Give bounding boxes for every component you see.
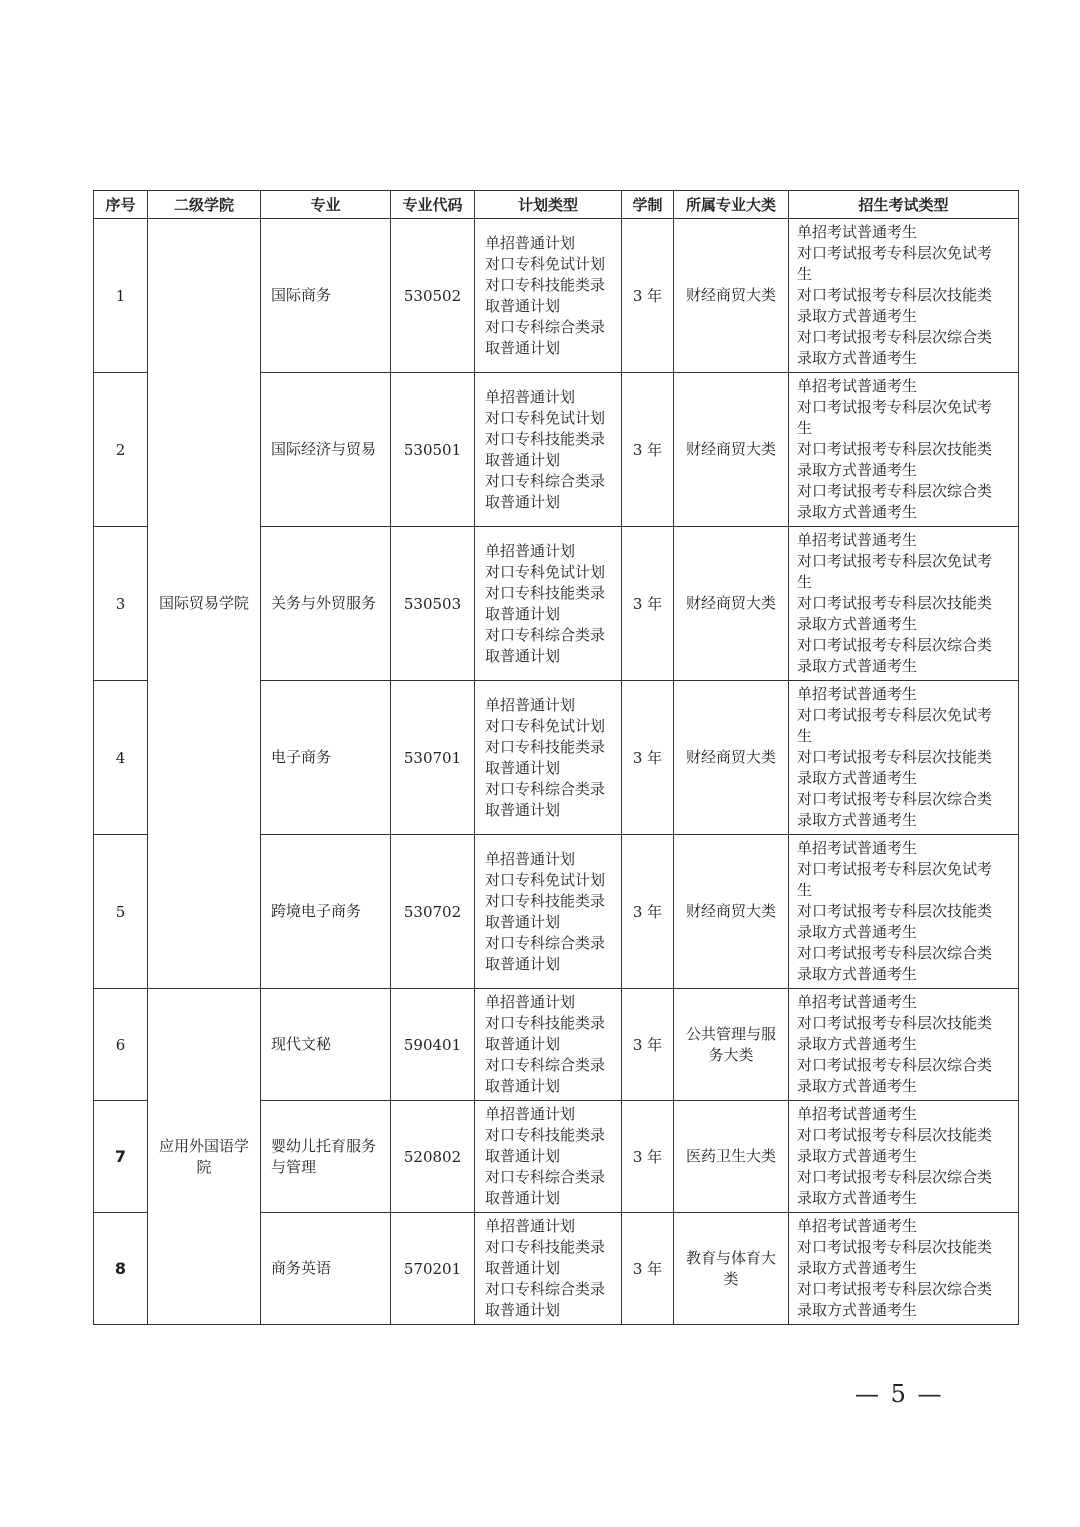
plan-type-line: 取普通计划: [485, 296, 561, 315]
exam-type-line: 对口考试报考专科层次综合类: [797, 328, 993, 346]
plan-type-line: 单招普通计划: [485, 849, 576, 868]
plan-type-line: 对口专科综合类录: [485, 933, 606, 952]
exam-type-cell: [789, 835, 1019, 989]
category-cell: [674, 219, 789, 373]
exam-type-cell: [789, 1101, 1019, 1213]
header-years: 学制: [622, 191, 674, 219]
plan-type-line: 单招普通计划: [485, 541, 576, 560]
exam-type-line: 对口考试报考专科层次免试考: [797, 860, 993, 878]
plan-type-cell: [475, 1101, 622, 1213]
exam-type-line: 单招考试普通考生: [797, 993, 918, 1011]
plan-type-line: 单招普通计划: [485, 993, 576, 1011]
enrollment-table: [93, 190, 1019, 1325]
major-cell: [261, 1101, 391, 1213]
exam-type-line: 录取方式普通考生: [797, 923, 918, 941]
plan-type-line: 取普通计划: [485, 954, 561, 973]
years-cell: 3 年: [622, 219, 674, 373]
major-name: 商务英语: [271, 1259, 332, 1277]
exam-type-line: 单招考试普通考生: [797, 839, 918, 857]
exam-type-line: 单招考试普通考生: [797, 1105, 918, 1123]
plan-type-line: 取普通计划: [485, 1147, 561, 1165]
plan-type-cell: [475, 835, 622, 989]
header-seq: 序号: [94, 191, 148, 219]
header-plan-type: 计划类型: [475, 191, 622, 219]
plan-type-line: 取普通计划: [485, 1259, 561, 1277]
years-cell: 3 年: [622, 989, 674, 1101]
years-cell: 3 年: [622, 527, 674, 681]
plan-type-line: 对口专科免试计划: [485, 408, 606, 427]
plan-type-line: 对口专科技能类录: [485, 429, 606, 448]
plan-type-line: 对口专科技能类录: [485, 1014, 606, 1032]
exam-type-line: 对口考试报考专科层次综合类: [797, 790, 993, 808]
category-name: 公共管理与服务大类: [685, 1024, 776, 1064]
code-cell: 530503: [391, 527, 475, 681]
major-name: 国际经济与贸易: [271, 440, 377, 458]
exam-type-line: 对口考试报考专科层次综合类: [797, 944, 993, 962]
category-name: 教育与体育大类: [685, 1248, 776, 1288]
plan-type-line: 取普通计划: [485, 492, 561, 511]
plan-type-line: 对口专科综合类录: [485, 779, 606, 798]
exam-type-line: 单招考试普通考生: [797, 377, 918, 395]
exam-type-cell: [789, 527, 1019, 681]
seq-cell: 8: [94, 1213, 148, 1325]
plan-type-line: 取普通计划: [485, 450, 561, 469]
major-name: 跨境电子商务: [271, 902, 362, 920]
exam-type-line: 录取方式普通考生: [797, 615, 918, 633]
exam-type-line: 录取方式普通考生: [797, 1077, 918, 1095]
exam-type-cell: [789, 219, 1019, 373]
exam-type-line: 生: [797, 265, 813, 283]
years-cell: 3 年: [622, 1213, 674, 1325]
exam-type-line: 生: [797, 881, 813, 899]
exam-type-line: 生: [797, 419, 813, 437]
college-name: 国际贸易学院: [158, 594, 249, 612]
plan-type-cell: [475, 1213, 622, 1325]
table-body: [94, 219, 1019, 1325]
seq-cell: 3: [94, 527, 148, 681]
exam-type-line: 单招考试普通考生: [797, 685, 918, 703]
plan-type-line: 取普通计划: [485, 800, 561, 819]
college-cell: [148, 989, 261, 1325]
years-cell: 3 年: [622, 835, 674, 989]
code-cell: 530501: [391, 373, 475, 527]
plan-type-line: 单招普通计划: [485, 695, 576, 714]
header-major: 专业: [261, 191, 391, 219]
exam-type-cell: [789, 1213, 1019, 1325]
major-name: 婴幼儿托育服务与管理: [271, 1136, 377, 1176]
plan-type-line: 对口专科技能类录: [485, 1238, 606, 1256]
code-cell: 530702: [391, 835, 475, 989]
exam-type-line: 录取方式普通考生: [797, 1189, 918, 1207]
exam-type-line: 录取方式普通考生: [797, 503, 918, 521]
plan-type-cell: [475, 373, 622, 527]
exam-type-cell: [789, 373, 1019, 527]
major-name: 电子商务: [271, 748, 332, 766]
exam-type-line: 对口考试报考专科层次综合类: [797, 636, 993, 654]
code-cell: 570201: [391, 1213, 475, 1325]
plan-type-cell: [475, 527, 622, 681]
code-cell: 590401: [391, 989, 475, 1101]
plan-type-line: 单招普通计划: [485, 387, 576, 406]
code-cell: 530701: [391, 681, 475, 835]
exam-type-line: 对口考试报考专科层次免试考: [797, 706, 993, 724]
code-cell: 530502: [391, 219, 475, 373]
exam-type-line: 对口考试报考专科层次免试考: [797, 244, 993, 262]
major-name: 现代文秘: [271, 1035, 332, 1053]
plan-type-line: 对口专科综合类录: [485, 471, 606, 490]
plan-type-line: 取普通计划: [485, 1077, 561, 1095]
plan-type-line: 对口专科综合类录: [485, 625, 606, 644]
category-name: 财经商贸大类: [685, 286, 776, 304]
major-cell: [261, 681, 391, 835]
major-name: 关务与外贸服务: [271, 594, 377, 612]
exam-type-line: 录取方式普通考生: [797, 769, 918, 787]
exam-type-line: 对口考试报考专科层次技能类: [797, 1014, 993, 1032]
seq-cell: 5: [94, 835, 148, 989]
plan-type-line: 对口专科技能类录: [485, 737, 606, 756]
plan-type-cell: [475, 989, 622, 1101]
table-row: [94, 989, 1019, 1101]
major-cell: [261, 835, 391, 989]
category-name: 财经商贸大类: [685, 748, 776, 766]
major-cell: [261, 527, 391, 681]
college-cell: [148, 219, 261, 989]
major-cell: [261, 219, 391, 373]
category-cell: [674, 373, 789, 527]
plan-type-line: 取普通计划: [485, 758, 561, 777]
header-code: 专业代码: [391, 191, 475, 219]
years-cell: 3 年: [622, 1101, 674, 1213]
exam-type-line: 录取方式普通考生: [797, 307, 918, 325]
exam-type-line: 对口考试报考专科层次技能类: [797, 902, 993, 920]
category-name: 财经商贸大类: [685, 594, 776, 612]
plan-type-line: 对口专科免试计划: [485, 562, 606, 581]
exam-type-line: 录取方式普通考生: [797, 1147, 918, 1165]
header-college: 二级学院: [148, 191, 261, 219]
plan-type-line: 取普通计划: [485, 646, 561, 665]
header-exam-type: 招生考试类型: [789, 191, 1019, 219]
category-cell: [674, 1101, 789, 1213]
exam-type-line: 录取方式普通考生: [797, 349, 918, 367]
category-cell: [674, 1213, 789, 1325]
seq-cell: 2: [94, 373, 148, 527]
plan-type-line: 对口专科免试计划: [485, 716, 606, 735]
category-name: 医药卫生大类: [685, 1147, 776, 1165]
major-cell: [261, 373, 391, 527]
exam-type-line: 对口考试报考专科层次综合类: [797, 1168, 993, 1186]
years-cell: 3 年: [622, 373, 674, 527]
exam-type-line: 对口考试报考专科层次技能类: [797, 286, 993, 304]
plan-type-line: 对口专科免试计划: [485, 254, 606, 273]
plan-type-line: 对口专科技能类录: [485, 891, 606, 910]
plan-type-line: 取普通计划: [485, 1189, 561, 1207]
category-cell: [674, 835, 789, 989]
exam-type-cell: [789, 681, 1019, 835]
plan-type-line: 取普通计划: [485, 912, 561, 931]
plan-type-line: 取普通计划: [485, 1035, 561, 1053]
exam-type-cell: [789, 989, 1019, 1101]
exam-type-line: 生: [797, 573, 813, 591]
plan-type-line: 单招普通计划: [485, 1105, 576, 1123]
plan-type-line: 对口专科综合类录: [485, 1056, 606, 1074]
seq-cell: 6: [94, 989, 148, 1101]
category-cell: [674, 989, 789, 1101]
major-name: 国际商务: [271, 286, 332, 304]
plan-type-line: 对口专科技能类录: [485, 1126, 606, 1144]
major-cell: [261, 989, 391, 1101]
exam-type-line: 对口考试报考专科层次技能类: [797, 1126, 993, 1144]
plan-type-line: 对口专科综合类录: [485, 1280, 606, 1298]
category-cell: [674, 681, 789, 835]
college-name: 应用外国语学院: [158, 1136, 249, 1176]
plan-type-line: 对口专科技能类录: [485, 275, 606, 294]
header-category: 所属专业大类: [674, 191, 789, 219]
header-row: [94, 191, 1019, 219]
exam-type-line: 录取方式普通考生: [797, 657, 918, 675]
exam-type-line: 对口考试报考专科层次综合类: [797, 1280, 993, 1298]
seq-cell: 1: [94, 219, 148, 373]
exam-type-line: 对口考试报考专科层次免试考: [797, 398, 993, 416]
exam-type-line: 对口考试报考专科层次综合类: [797, 1056, 993, 1074]
plan-type-line: 单招普通计划: [485, 233, 576, 252]
plan-type-line: 取普通计划: [485, 604, 561, 623]
exam-type-line: 单招考试普通考生: [797, 1217, 918, 1235]
seq-cell: 7: [94, 1101, 148, 1213]
exam-type-line: 对口考试报考专科层次技能类: [797, 594, 993, 612]
exam-type-line: 录取方式普通考生: [797, 1259, 918, 1277]
seq-cell: 4: [94, 681, 148, 835]
years-cell: 3 年: [622, 681, 674, 835]
exam-type-line: 录取方式普通考生: [797, 965, 918, 983]
exam-type-line: 对口考试报考专科层次综合类: [797, 482, 993, 500]
plan-type-line: 对口专科技能类录: [485, 583, 606, 602]
major-cell: [261, 1213, 391, 1325]
exam-type-line: 单招考试普通考生: [797, 531, 918, 549]
exam-type-line: 录取方式普通考生: [797, 811, 918, 829]
category-name: 财经商贸大类: [685, 440, 776, 458]
page-number: — 5 —: [855, 1380, 944, 1408]
table-row: [94, 219, 1019, 373]
plan-type-cell: [475, 681, 622, 835]
exam-type-line: 录取方式普通考生: [797, 1035, 918, 1053]
exam-type-line: 录取方式普通考生: [797, 461, 918, 479]
plan-type-line: 取普通计划: [485, 1301, 561, 1319]
plan-type-cell: [475, 219, 622, 373]
plan-type-line: 取普通计划: [485, 338, 561, 357]
plan-type-line: 对口专科综合类录: [485, 1168, 606, 1186]
plan-type-line: 对口专科综合类录: [485, 317, 606, 336]
category-name: 财经商贸大类: [685, 902, 776, 920]
exam-type-line: 单招考试普通考生: [797, 223, 918, 241]
plan-type-line: 单招普通计划: [485, 1217, 576, 1235]
exam-type-line: 对口考试报考专科层次技能类: [797, 440, 993, 458]
exam-type-line: 录取方式普通考生: [797, 1301, 918, 1319]
code-cell: 520802: [391, 1101, 475, 1213]
exam-type-line: 生: [797, 727, 813, 745]
exam-type-line: 对口考试报考专科层次技能类: [797, 1238, 993, 1256]
plan-type-line: 对口专科免试计划: [485, 870, 606, 889]
category-cell: [674, 527, 789, 681]
exam-type-line: 对口考试报考专科层次技能类: [797, 748, 993, 766]
exam-type-line: 对口考试报考专科层次免试考: [797, 552, 993, 570]
